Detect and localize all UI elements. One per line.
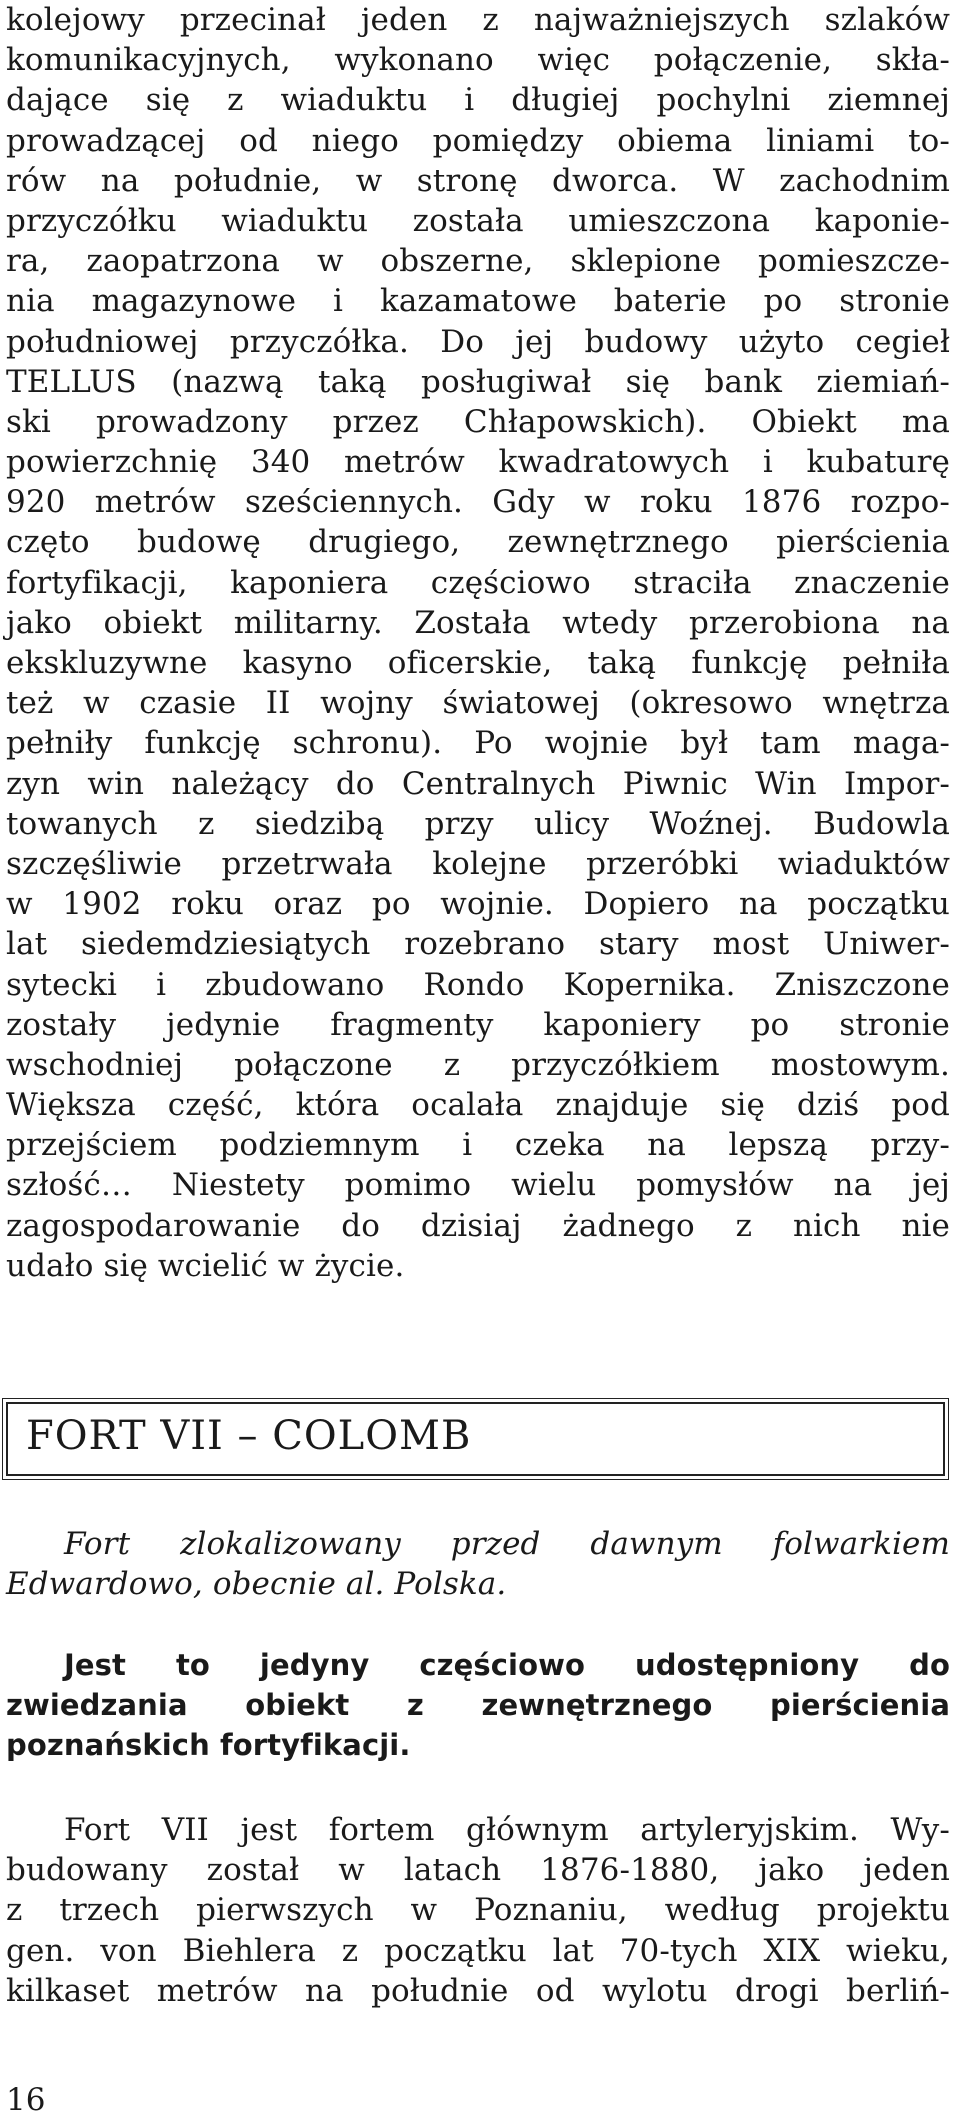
text-line: ekskluzywne kasyno oficerskie, taką funkcję pełniła xyxy=(6,645,950,681)
text-line: zagospodarowanie do dzisiaj żadnego z nich nie xyxy=(6,1207,950,1244)
text-line: poznańskich fortyfikacji. xyxy=(6,1728,411,1763)
text-line: szczęśliwie przetrwała kolejne przeróbki wiaduktów xyxy=(6,845,950,882)
text-line: ra, zaopatrzona w obszerne, sklepione pomieszcze- xyxy=(6,243,950,280)
text-line: przejściem podziemnym i czeka na lepszą przy- xyxy=(6,1127,950,1164)
text-line: częto budowę drugiego, zewnętrznego pierścienia xyxy=(6,524,950,561)
text-line: w 1902 roku oraz po wojnie. Dopiero na początku xyxy=(6,886,950,923)
text-line: zostały jedynie fragmenty kaponiery po stronie xyxy=(6,1006,950,1043)
text-line: Jest to jedyny częściowo udostępniony do xyxy=(64,1648,950,1682)
text-line: rów na południe, w stronę dworca. W zachodnim xyxy=(6,162,950,199)
text-line: Fort VII jest fortem głównym artyleryjskim. Wy- xyxy=(64,1812,950,1848)
text-line: przyczółku wiaduktu została umieszczona kaponie- xyxy=(6,202,950,239)
text-line: południowej przyczółka. Do jej budowy użyto cegieł xyxy=(6,323,950,360)
section-heading-box xyxy=(6,1402,945,1476)
text-line: gen. von Biehlera z początku lat 70-tych XIX wieku, xyxy=(6,1932,950,1969)
text-line: fortyfikacji, kaponiera częściowo straciła znaczenie xyxy=(6,564,950,601)
text-line: Większa część, która ocalała znajduje się dziś pod xyxy=(6,1087,950,1124)
text-line: z trzech pierwszych w Poznaniu, według projektu xyxy=(6,1892,950,1929)
page-number: 16 xyxy=(6,2082,46,2118)
intro-paragraph xyxy=(6,1524,950,1604)
fort-description-paragraph xyxy=(6,1810,950,2011)
text-line: kilkaset metrów na południe od wylotu drogi berliń- xyxy=(6,1972,950,2009)
text-line: zwiedzania obiekt z zewnętrznego pierścienia xyxy=(6,1688,950,1723)
text-line: 920 metrów sześciennych. Gdy w roku 1876 rozpo- xyxy=(6,484,950,521)
text-line: TELLUS (nazwą taką posługiwał się bank ziemiań- xyxy=(6,363,950,400)
text-line: komunikacyjnych, wykonano więc połączenie, skła- xyxy=(6,42,950,79)
text-line: jako obiekt militarny. Została wtedy przerobiona na xyxy=(6,604,950,641)
text-line: pełniły funkcję schronu). Po wojnie był tam maga- xyxy=(6,725,950,762)
text-line: prowadzącej od niego pomiędzy obiema liniami to- xyxy=(6,122,950,159)
text-line: budowany został w latach 1876-1880, jako jeden xyxy=(6,1852,950,1889)
text-line: wschodniej połączone z przyczółkiem mostowym. xyxy=(6,1046,950,1083)
text-line: szłość… Niestety pomimo wielu pomysłów na jej xyxy=(6,1167,950,1204)
section-title: FORT VII – COLOMB xyxy=(26,1413,472,1459)
text-line: nia magazynowe i kazamatowe baterie po stronie xyxy=(6,283,950,320)
text-line: dające się z wiaduktu i długiej pochylni ziemnej xyxy=(6,82,950,119)
text-line: Edwardowo, obecnie al. Polska. xyxy=(6,1566,507,1603)
text-line: też w czasie II wojny światowej (okresowo wnętrza xyxy=(6,685,950,722)
text-line: kolejowy przecinał jeden z najważniejszych szlaków xyxy=(6,2,950,38)
text-line: sytecki i zbudowano Rondo Kopernika. Zniszczone xyxy=(6,966,950,1003)
text-line: lat siedemdziesiątych rozebrano stary most Uniwer- xyxy=(6,926,950,963)
paragraph-kaponiera xyxy=(6,0,950,1286)
text-line: powierzchnię 340 metrów kwadratowych i kubaturę xyxy=(6,444,950,481)
text-line: zyn win należący do Centralnych Piwnic Win Impor- xyxy=(6,765,950,802)
text-line: Fort zlokalizowany przed dawnym folwarkiem xyxy=(64,1526,950,1562)
highlight-paragraph xyxy=(6,1645,950,1766)
text-line: udało się wcielić w życie. xyxy=(6,1247,405,1284)
text-line: ski prowadzony przez Chłapowskich). Obiekt ma xyxy=(6,403,950,440)
text-line: towanych z siedzibą przy ulicy Woźnej. Budowla xyxy=(6,805,950,842)
